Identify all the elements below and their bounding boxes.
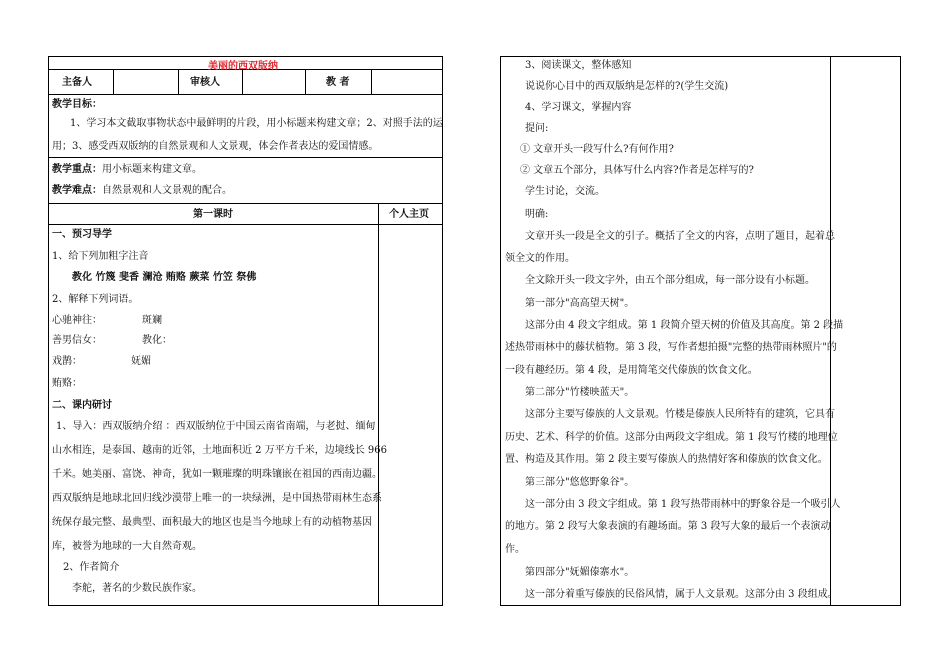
body-line: 这部分由 4 段文字组成。第 1 段简介望天树的价值及其高度。第 2 段描 [525,320,844,331]
goals-line-2: 用；3、感受西双版纳的自然景观和人文景观，体会作者表达的爱国情感。 [52,141,379,152]
body-line: 第一部分"高高望天树"。 [525,298,635,309]
difficulty-label: 教学难点： [52,185,102,196]
intro-line: 西双版纳是地球北回归线沙漠带上唯一的一块绿洲，是中国热带雨林生态系 [52,493,382,504]
difficulty [52,184,232,197]
intro-line: 山水相连，是泰国、越南的近邻，土地面积近 2 万平方千米，边境线长 966 [52,445,387,456]
body-line: ② 文章五个部分，具体写什么内容?作者是怎样写的? [520,165,754,176]
vocab-6: 妩媚 [131,356,151,367]
body-line: 提问: [525,123,549,134]
intro-line: 千米。她美丽、富饶、神奇，犹如一颗璀璨的明珠镶嵌在祖国的西南边疆。 [52,469,382,480]
intro-line: 1、导入：西双版纳介绍 ：西双版纳位于中国云南省南端，与老挝、缅甸 [56,421,376,432]
teacher-label: 教 者 [326,77,350,88]
section-discussion: 二、课内研讨 [52,400,112,411]
body-line: 3、阅读课文，整体感知 [525,60,632,71]
lesson-header: 第一课时 [193,209,233,220]
goals-label: 教学目标： [52,99,102,110]
key-point [52,163,202,176]
preparer-label: 主备人 [62,77,92,88]
personal-page-label: 个人主页 [389,209,429,220]
body-line: 述热带雨林中的藤状植物。第 3 段，写作者想拍摄"完整的热带雨林照片"的 [505,342,837,353]
key-point-label: 教学重点： [52,164,102,175]
body-line: 历史、艺术、科学的价值。这部分由两段文字组成。第 1 段写竹楼的地理位 [505,432,838,443]
vocab-2: 斑斓 [142,315,162,326]
intro-line: 库，被誉为地球的一大自然奇观。 [52,541,202,552]
document-title: 美丽的西双版纳 [208,61,278,72]
body-line: 明确: [525,209,549,220]
body-line: 置、构造及其作用。第 2 段主要写傣族人的热情好客和傣族的饮食文化。 [505,454,828,465]
vocab-4: 教化： [142,335,172,346]
reviewer-label: 审核人 [190,77,220,88]
body-line: 4、学习课文，掌握内容 [525,102,632,113]
body-line: 作。 [505,544,525,555]
vocab-3: 善男信女： [52,335,102,346]
body-line: 文章开头一段是全文的引子。概括了全文的内容，点明了题目，起着总 [525,231,835,242]
body-line: 这一部分着重写傣族的民俗风情，属于人文景观。这部分由 3 段组成。 [525,589,838,600]
intro-line: 统保存最完整、最典型、面积最大的地区也是当今地球上有的动植物基因 [52,517,372,528]
body-line: 领全文的作用。 [505,253,575,264]
item-pinyin: 1、给下列加粗字注音 [52,251,149,262]
goals-line-1: 1、学习本文截取事物状态中最鲜明的片段，用小标题来构建文章；2、对照手法的运 [70,118,443,129]
vocab-5: 戏鹊： [52,356,82,367]
words-list: 教化 竹篾 斐香 澜沧 贿赂 蕨菜 竹笠 祭佛 [72,272,257,283]
vocab-7: 贿赂： [52,378,82,389]
body-line: ① 文章开头一段写什么?有何作用? [520,144,674,155]
vocab-1: 心驰神往： [52,315,102,326]
author-label: 2、作者简介 [63,562,120,573]
body-line: 学生讨论，交流。 [525,186,605,197]
difficulty-text: 自然景观和人文景观的配合。 [102,185,232,196]
body-line: 第四部分"妩媚傣寨水"。 [525,567,635,578]
author-text: 李舵，著名的少数民族作家。 [72,583,202,594]
body-line: 第二部分"竹楼映蓝天"。 [525,387,635,398]
item-explain: 2、解释下列词语。 [52,294,139,305]
key-point-text: 用小标题来构建文章。 [102,164,202,175]
body-line: 这一部分由 3 段文字组成。第 1 段写热带雨林中的野象谷是一个吸引人 [525,499,841,510]
body-line: 说说你心目中的西双版纳是怎样的?(学生交流) [525,81,729,92]
body-line: 的地方。第 2 段写大象表演的有趣场面。第 3 段写大象的最后一个表演动 [505,521,831,532]
body-line: 全文除开头一段文字外，由五个部分组成，每一部分设有小标题。 [525,275,815,286]
body-line: 第三部分"悠悠野象谷"。 [525,477,635,488]
section-preview: 一、预习导学 [52,229,112,240]
body-line: 这部分主要写傣族的人文景观。竹楼是傣族人民所特有的建筑，它具有 [525,409,835,420]
body-line: 一段有趣经历。第 4 段，是用简笔交代傣族的饮食文化。 [505,365,758,376]
